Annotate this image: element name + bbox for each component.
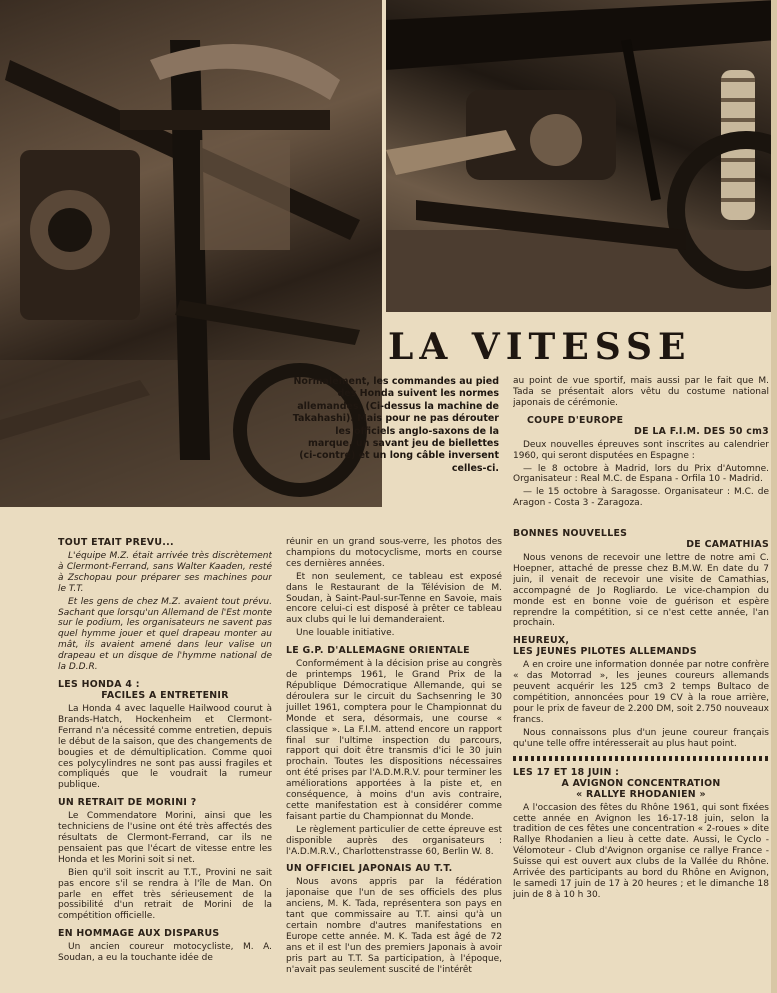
heading-line: LES JEUNES PILOTES ALLEMANDS	[513, 646, 697, 658]
heading-line: DE LA F.I.M. DES 50 cm3	[634, 425, 769, 437]
paragraph: Et les gens de chez M.Z. avaient tout prévu. Sachant que lorsqu'un Allemand de l'Est monte sur le podium, les organisateurs ne savent pas quel hymme jouer et quel drapeau monter au mât, ils avaient amené dans leur valise un drapeau et un disque de l'hymme national de la D.D.R.	[58, 596, 272, 673]
paragraph: Le Commendatore Morini, ainsi que les techniciens de l'usine ont été très affectés des résultats de Clermont-Ferrand, car ils ne pensaient pas que l'écart de vitesse entre les Honda et les Morini soit si net.	[58, 811, 272, 865]
column-1	[58, 537, 272, 987]
paragraph: réunir en un grand sous-verre, les photos des champions du motocyclisme, morts en course ces dernières années.	[286, 537, 502, 569]
page-edge	[771, 0, 777, 993]
heading-hommage-disparus: EN HOMMAGE AUX DISPARUS	[58, 928, 220, 940]
paragraph: au point de vue sportif, mais aussi par le fait que M. Tada se présentait alors vêtu du costume national japonais de cérémonie.	[513, 376, 769, 408]
paragraph: Nous avons appris par la fédération japonaise que l'un de ses officiels des plus anciens, M. K. Tada, représentera son pays en tant que commissaire au T.T. ainsi qu'à un certain nombre d'autres manifestations en Europe cette année. M. K. Tada est âgé de 72 ans et il est l'un des premiers Japonais à avoir pris part au T.T. Sa participation, à l'époque, n'avait pas seulement suscité de l'intérêt	[286, 877, 502, 975]
paragraph: Conformément à la décision prise au congrès de printemps 1961, le Grand Prix de la République Démocratique Allemande, qui se déroulera sur le circuit du Sachsenring le 30 juillet 1961, comptera pour le Championnat du Monde et sera, désormais, une course « classique ». La F.I.M. attend encore un rapport final sur l'ultime inspection du parcours, rapport qui doit être transmis d'ici le 30 juin prochain. Toutes les dispositions nécessaires ont été prises par l'A.D.M.R.V. pour terminer les améliorations apportées à la piste et, en conséquence, à moins d'un avis contraire, cette manifestation est à considérer comme faisant partie du Championnat du Monde.	[286, 659, 502, 822]
photo-illustration-right	[386, 0, 777, 312]
paragraph: A en croire une information donnée par notre confrère « das Motorrad », les jeunes coureurs allemands peuvent acquérir les 125 cm3 2 temps Bultaco de compétition, annoncées pour 19 CV à la roue arrière, pour le prix de faveur de 2.200 DM, soit 2.750 nouveaux francs.	[513, 660, 769, 725]
heading-line: BONNES NOUVELLES	[513, 528, 628, 539]
paragraph: La Honda 4 avec laquelle Hailwood courut à Brands-Hatch, Hockenheim et Clermont-Ferrand n'a nécessité comme entretien, depuis le début de la saison, que des changements de bougies et de démultiplication. Comme quoi ces polycylindres ne sont pas aussi fragiles et compliqués que le voudrait la rumeur publique.	[58, 703, 272, 791]
heading-officiel-japonais: UN OFFICIEL JAPONAIS AU T.T.	[286, 863, 453, 875]
photo-honda-rear-linkage	[386, 0, 777, 312]
article-title: LA VITESSE	[388, 326, 692, 368]
paragraph: L'équipe M.Z. était arrivée très discrètement à Clermont-Ferrand, sans Walter Kaaden, resté à Zschopau pour préparer ses machines pour le T.T.	[58, 551, 272, 594]
paragraph: Une louable initiative.	[296, 628, 395, 639]
heading-line: « RALLYE RHODANIEN »	[576, 788, 706, 800]
heading-gp-allemagne: LE G.P. D'ALLEMAGNE ORIENTALE	[286, 645, 470, 657]
paragraph: — le 8 octobre à Madrid, lors du Prix d'Automne. Organisateur : Real M.C. de Espana - Orfila 10 - Madrid.	[513, 463, 769, 485]
paragraph: Le règlement particulier de cette épreuve est disponible auprès des organisateurs : l'A.D.M.R.V., Charlottenstrasse 60, Berlin W. 8.	[286, 824, 502, 857]
paragraph: Deux nouvelles épreuves sont inscrites au calendrier 1960, qui seront disputées en Espagne :	[513, 439, 769, 461]
heading-line: A AVIGNON CONCENTRATION	[561, 777, 721, 789]
heading-jeunes-pilotes	[513, 635, 769, 657]
section-divider	[513, 756, 769, 761]
column-3	[513, 528, 769, 988]
paragraph: Nous connaissons plus d'un jeune coureur français qu'une telle offre intéresserait au plus haut point.	[513, 727, 769, 749]
paragraph: Un ancien coureur motocycliste, M. A. Soudan, a eu la touchante idée de	[58, 942, 272, 964]
heading-coupe-europe	[513, 415, 769, 437]
paragraph: Bien qu'il soit inscrit au T.T., Provini ne sait pas encore s'il se rendra à l'île de Man. On parle en effet très sérieusement de la possibilité d'un retrait de Morini de la compétition officielle.	[58, 867, 272, 922]
column-top-right	[513, 376, 769, 526]
heading-retrait-morini: UN RETRAIT DE MORINI ?	[58, 797, 197, 809]
heading-honda-4	[58, 679, 272, 701]
heading-tout-etait-prevu: TOUT ETAIT PREVU...	[58, 537, 174, 548]
paragraph: A l'occasion des fêtes du Rhône 1961, qui sont fixées cette année en Avignon les 16-17-18 juin, selon la tradition de ces fêtes une concentration « 2-roues » dite Rallye Rhodanien a lieu à cette date. Aussi, le Cyclo - Vélomoteur - Club d'Avignon organise ce rallye France - Suisse qui est ouvert aux clubs de la Vallée du Rhône. Arrivée des participants au bord du Rhône en Avignon, le samedi 17 juin de 17 à 20 heures ; et le dimanche 18 juin de 8 à 10 h 30.	[513, 802, 769, 900]
heading-line: FACILES A ENTRETENIR	[101, 689, 229, 701]
heading-avignon	[513, 767, 769, 800]
photo-caption: Normalement, les commandes au pied des Honda suivent les normes allemandes. (Ci-dessus la machine de Takahashi). Mais pour ne pas dérouter les officiels anglo-saxons de la marque, un savant jeu de biellettes (ci-contre) et un long câble inversent celles-ci.	[292, 376, 499, 474]
heading-line: LES HONDA 4 :	[58, 678, 140, 690]
heading-line: COUPE D'EUROPE	[527, 414, 624, 426]
heading-line: LES 17 ET 18 JUIN :	[513, 766, 620, 778]
paragraph: Et non seulement, ce tableau est exposé dans le Restaurant de la Télévision de M. Soudan, à Saint-Paul-sur-Tenne en Savoie, mais encore celui-ci est disposé à prêter ce tableau aux clubs qui le lui demanderaient.	[286, 571, 502, 626]
heading-bonnes-nouvelles	[513, 528, 769, 550]
heading-line: HEUREUX,	[513, 635, 570, 647]
heading-line: DE CAMATHIAS	[686, 539, 769, 550]
column-2	[286, 537, 502, 987]
paragraph: Nous venons de recevoir une lettre de notre ami C. Hoepner, attaché de presse chez B.M.W. En date du 7 juin, il venait de recevoir une visite de Camathias, accompagné de Jo Rogliardo. Le vice-champion du monde est en bonne voie de guérison et espère reprendre la compétition, si ce n'est cette année, l'an prochain.	[513, 553, 769, 629]
paragraph: — le 15 octobre à Saragosse. Organisateur : M.C. de Aragon - Costa 3 - Zaragoza.	[513, 487, 769, 509]
